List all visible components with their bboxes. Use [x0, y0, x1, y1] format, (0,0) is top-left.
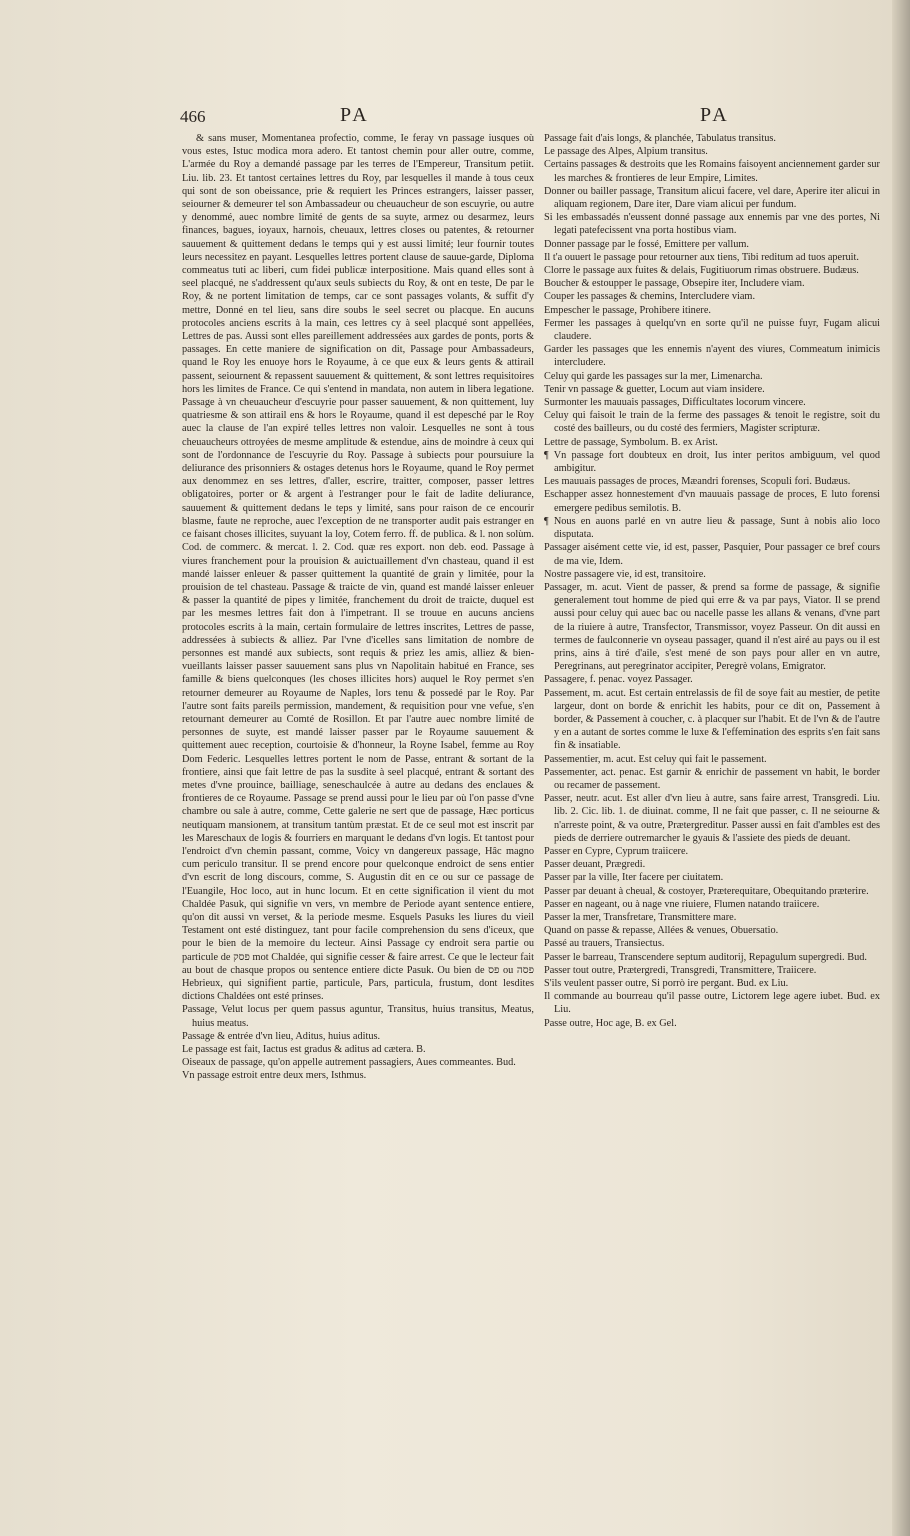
dictionary-entry: Passementier, m. acut. Est celuy qui fait le passement.	[544, 753, 767, 765]
dictionary-entry: S'ils veulent passer outre, Si porrò ire pergant. Bud. ex Liu.	[544, 978, 789, 989]
dictionary-entry: Les mauuais passages de proces, Mæandri forenses, Scopuli fori. Budæus.	[544, 476, 851, 488]
dictionary-entry: Passementer, act. penac. Est garnir & enrichir de passement vn habit, le border ou recamer de passement.	[544, 766, 880, 791]
page-edge	[892, 0, 910, 1536]
right-column	[544, 132, 880, 1030]
page-number: 466	[180, 107, 206, 126]
dictionary-entry: Le passage des Alpes, Alpium transitus.	[544, 146, 708, 158]
dictionary-entry: Passé au trauers, Transiectus.	[544, 938, 665, 950]
left-column	[182, 132, 534, 1083]
dictionary-entry: Certains passages & destroits que les Romains faisoyent anciennement garder sur les marches & frontieres de leur Empire, Limites.	[544, 159, 880, 184]
dictionary-entry: Surmonter les mauuais passages, Difficultates locorum vincere.	[544, 397, 806, 409]
dictionary-entry: Donner ou bailler passage, Transitum alicui facere, vel dare, Aperire iter alicui in aliquam regionem, Dare iter, Dare viam alicui per fundum.	[544, 185, 880, 211]
dictionary-entry: Passe outre, Hoc age, B. ex Gel.	[544, 1017, 677, 1029]
dictionary-entry: Passer par la ville, Iter facere per ciuitatem.	[544, 872, 724, 884]
dictionary-entry: Empescher le passage, Prohibere itinere.	[544, 304, 711, 316]
dictionary-entry: Passer en Cypre, Cyprum traiicere.	[544, 845, 689, 857]
dictionary-entry: Passage, Velut locus per quem passus aguntur, Transitus, huius transitus, Meatus, huius meatus.	[182, 1004, 534, 1029]
dictionary-entry: Passager aisément cette vie, id est, passer, Pasquier, Pour passager ce bref cours de ma vie, Idem.	[544, 542, 880, 567]
dictionary-entry: Vn passage estroit entre deux mers, Isthmus.	[182, 1070, 367, 1082]
dictionary-entry: Oiseaux de passage, qu'on appelle autrement passagiers, Aues commeantes. Bud.	[182, 1057, 516, 1069]
dictionary-entry: Garder les passages que les ennemis n'ayent des viures, Commeatum inimicis intercludere.	[544, 344, 880, 369]
dictionary-entry: Passer, neutr. acut. Est aller d'vn lieu à autre, sans faire arrest, Transgredi. Liu. lib. 2. Cic. lib. 1. de diuinat. comme, Il ne fait que passer, c. Il ne seiourne & n'arreste point, & va outre, Prætergreditur. Passer aussi en fait d'ambles est des pieds de derriere outremarcher le gyauis & l'assiete des pieds de deuant.	[544, 793, 880, 844]
dictionary-entry: Passement, m. acut. Est certain entrelassis de fil de soye fait au mestier, de petite largeur, dont on borde & enrichit les habits, pour ce dit on, Passement à border, & Passement à coucher, c. à placquer sur l'habit. Et de l'vn & de l'autre y en a autant de sortes comme le luxe & l'effemination des esprits s'en fait sans fin & insatiable.	[544, 687, 880, 752]
dictionary-entry: Quand on passe & repasse, Allées & venues, Obuersatio.	[544, 925, 779, 937]
dictionary-entry: ¶ Vn passage fort doubteux en droit, Ius inter peritos ambiguum, vel quod ambigitur.	[544, 449, 880, 475]
dictionary-entry: Passer par deuant à cheual, & costoyer, Præterequitare, Obequitando præterire.	[544, 885, 869, 897]
dictionary-entry: Le passage est fait, Iactus est gradus & aditus ad cætera. B.	[182, 1044, 426, 1056]
dictionary-entry: Boucher & estoupper le passage, Obsepire iter, Includere viam.	[544, 278, 805, 290]
running-title-right: PA	[700, 104, 730, 126]
dictionary-entry: Passager, m. acut. Vient de passer, & prend sa forme de passage, & signifie generalement tout homme de pied qui erre & va par pays, Viator. Il se prend aussi pour celuy qui auec bac ou nacelle passe les allans & venans, d'vne part de la riuiere à autre, Transfector, Transmissor, voyez Passeur. On dit aussi en termes de faulconnerie vn oyseau passager, quand il n'est airé au pays ou il est prins, ains à tiré d'aile, s'est mené de son pays pour aller en vn autre, Peregrinans, aut peregrinator accipiter, Peregrè volans, Emigrator.	[544, 581, 880, 673]
lead-paragraph: & sans muser, Momentanea profectio, comme, Ie feray vn passage iusques où vous estes, Istuc modica mora adero. Et tantost chemin pour aller outre, comme, L'armée du Roy a demandé passage par les terres de l'Empereur, Transitum petiit. Liu. lib. 23. Et tantost certaines lettres du Roy, par lesquelles il mande à tous ceux qui sont de son obeissance, prie & requiert les Princes estrangers, laisser passer, seiourner & demeurer tel son Ambassadeur ou cheuaucheur de son escuyrie, ou autre y denommé, auec nombre limité de gents de sa suyte, armez ou desarmez, leurs finances, bagues, ioyaux, harnois, cheuaux, lettres closes ou patentes, & retourner sauuement & quittement dedans le temps qui y est aussi limité; leur fournir toutes leurs necessitez en payant. Lesquelles lettres portent clause de sauue-garde, Diploma commeatus tuti ac liberi, cum fidei publicæ interpositione. Mais quand elles sont à seel placqué, ne s'addressent qu'aux seuls subiects du Roy, & ont en teste, De par le Roy, & ne portent limitation de temps, car ce sont passages volants, & suffit d'y mettre, Donné en tel lieu, sans dire soubs le seel secret ou placque. En aucuns protocoles anciens escrits à la main, ces lettres cy à seel placqué sont appellées, Lettres de pas. Aussi sont elles pareillement addressées aux gardes de ponts, ports & passages. En cette maniere de signification on dit, Passage pour Ambassadeurs, quand le Roy les enuoye hors le Royaume, à ce que eux & leurs gents & attirail passent, seiournent & repassent sauuement & quittement, & sont lettres requisitoires hors les limites de France. Ce qui s'entend in mandata, non autem in libera legatione. Passage à vn cheuaucheur d'escuyrie pour passer sauuement, & non quittement, luy quatriesme & son attirail ens & hors le Royaume, quand il est depesché par le Roy auec la clause de l'an expiré telles lettres non valoir. Lesquelles ne sont à tous cheuaucheurs ottroyées de mesme amplitude & estendue, ains de moindre à ceux qui sont de l'ordonnance de l'escuyrie du Roy. Passage à subiects pour poursuiure la deliurance des prisonniers & ostages detenus hors le Royaume, quand le Roy permet aux denommez en ses lettres, d'aller, escrire, traitter, composer, passer lettres obligatoires, porter or & argent à l'estranger pour le fait de ladite deliurance, sauuement & quittement dedans le teps y limité, sans pour raison de ce encourir blasme, faute ne reproche, auec l'exception de ne transporter audit pais estranger en ce faisant choses illicites, suyuant la loy, Cotem ferro. ff. de publica. & l. non solùm. Cod. de commerc. & mercat. l. 2. Cod. quæ res export. non deb. eod. Passage à viures franchement pour la prouision & auictuaillement d'vn chasteau, quand il est mandé laisser enleuer & passer quittement la quantité de grain y limitée, pour la prouision de tel chasteau. Passage & traicte de vin, quand est mandé laisser enleuer & passer la quantité de pipes y limitée, franchement du droit de traicte, duquel est par les mesmes lettres fait don à l'impetrant. Il se trouue en aucuns anciens protocoles escrits à la main, certain formulaire de lettres inscrites, Lettres de passe, addressées à subiects & alliez. Par l'vne d'icelles sans limitation de nombre de personnes est mandé aux subiects, sont requis & priez les amis, alliez & bien-vueillants laisser passer sauuement sans plus vn Napolitain habitué en France, ses famille & biens quelconques (les choses illicites hors) auquel le Roy permet s'en retourner demeurer au Royaume de Naples, lors tenu & possedé par le Roy. Par l'autre sont faits pareils permission, mandement, & requisition pour vne vefue, s'en retournant demeurer au Comté de Rosillon. Et par l'autre auec nombre limité de personnes de suyte, est mandé laisser passer par le Royaume sauuement & quittement auec reception, courtoisie & d'honneur, la Royne Isabel, femme au Roy Dom Federic. Lesquelles lettres portent le nom de Passe, entrant & sortant de la frontiere, ainsi que fait lettre de pas la susdite à seel placqué, entrant & sortant des metes d'vne prouince, bailliage, seneschaulcée à autre au dedans des enclaues & frontieres de ce Royaume. Passage se prend aussi pour le lieu par où l'on passe d'vne chambre ou sale à autre, comme, Cette galerie ne sert que de passage, Hæc porticus neutiquam mansionem, at transitum tantùm præstat. Et de ce seul mot est inscrit par les Mareschaux de logis & fourriers en marquant le dedans d'vn logis. Et tantost pour l'endroict d'vn chemin passant, comme, Voicy vn dangereux passage, Hâc magno cum periculo transitur. Il se prend encore pour quelconque endroict de sens entier d'vn escrit de long discours, comme, S. Augustin dit en ce ou sur ce passage de l'Euangile, Hoc loco, aut in hunc locum. Et en cette signification il vient du mot Chaldée Pasuk, qui signifie vn vers, vn membre de Periode ayant sentence entiere, qu'on dit aussi vn verset, & la periode mesme. Esquels Pasuks les liures du vieil Testament ont esté distinguez, tant pour facile comprehension du sens d'iceux, que pour le bien de la memoire du lecteur. Ainsi Passage cy endroit sera partie ou particule de פסק mot Chaldée, qui signifie cesser & faire arrest. Ce que le lecteur fait au bout de chasque propos ou sentence entiere dicte Pasuk. Ou bien de פס ou פסה Hebrieux, qui signifient partie, particule, Pars, particula, frustum, dont lesdites dictions Chaldées ont esté prinses.	[182, 133, 535, 1003]
dictionary-entry: Nostre passagere vie, id est, transitoire.	[544, 568, 706, 580]
dictionary-entry: Passagere, f. penac. voyez Passager.	[544, 674, 693, 686]
dictionary-entry: Celuy qui faisoit le train de la ferme des passages & tenoit le registre, soit du costé des bailleurs, ou du costé des fermiers, Magister scripturæ.	[544, 410, 880, 435]
dictionary-entry: Il commande au bourreau qu'il passe outre, Lictorem lege agere iubet. Bud. ex Liu.	[544, 991, 880, 1016]
dictionary-entry: Passer deuant, Prægredi.	[544, 859, 646, 871]
dictionary-entry: Fermer les passages à quelqu'vn en sorte qu'il ne puisse fuyr, Fugam alicui claudere.	[544, 317, 880, 343]
page-header	[180, 104, 780, 130]
dictionary-entry: Tenir vn passage & guetter, Locum aut viam insidere.	[544, 383, 765, 395]
dictionary-entry: Passer en nageant, ou à nage vne riuiere, Flumen natando traiicere.	[544, 898, 820, 910]
dictionary-entry: Celuy qui garde les passages sur la mer, Limenarcha.	[544, 370, 763, 382]
dictionary-entry: Eschapper assez honnestement d'vn mauuais passage de proces, E luto forensi emergere pedibus semilotis. B.	[544, 489, 880, 514]
dictionary-entry: Donner passage par le fossé, Emittere per vallum.	[544, 238, 750, 250]
running-title-left: PA	[340, 104, 370, 126]
dictionary-entry: Passer tout outre, Prætergredi, Transgredi, Transmittere, Traiicere.	[544, 964, 817, 976]
dictionary-entry: Couper les passages & chemins, Intercludere viam.	[544, 291, 756, 303]
dictionary-entry: Passer le barreau, Transcendere septum auditorij, Repagulum supergredi. Bud.	[544, 951, 867, 963]
dictionary-entry: Si les embassadés n'eussent donné passage aux ennemis par vne des portes, Ni legati patefecissent vna porta hostibus viam.	[544, 212, 880, 237]
dictionary-entry: Lettre de passage, Symbolum. B. ex Arist.	[544, 436, 718, 448]
dictionary-entry: Clorre le passage aux fuites & delais, Fugitiuorum rimas obstruere. Budæus.	[544, 265, 859, 277]
dictionary-entry: Il t'a ouuert le passage pour retourner aux tiens, Tibi reditum ad tuos aperuit.	[544, 251, 859, 263]
dictionary-entry: Passer la mer, Transfretare, Transmittere mare.	[544, 911, 737, 923]
dictionary-entry: Passage & entrée d'vn lieu, Aditus, huius aditus.	[182, 1030, 381, 1042]
dictionary-entry: Passage fait d'ais longs, & planchée, Tabulatus transitus.	[544, 133, 777, 144]
dictionary-entry: ¶ Nous en auons parlé en vn autre lieu & passage, Sunt à nobis alio loco disputata.	[544, 515, 880, 541]
